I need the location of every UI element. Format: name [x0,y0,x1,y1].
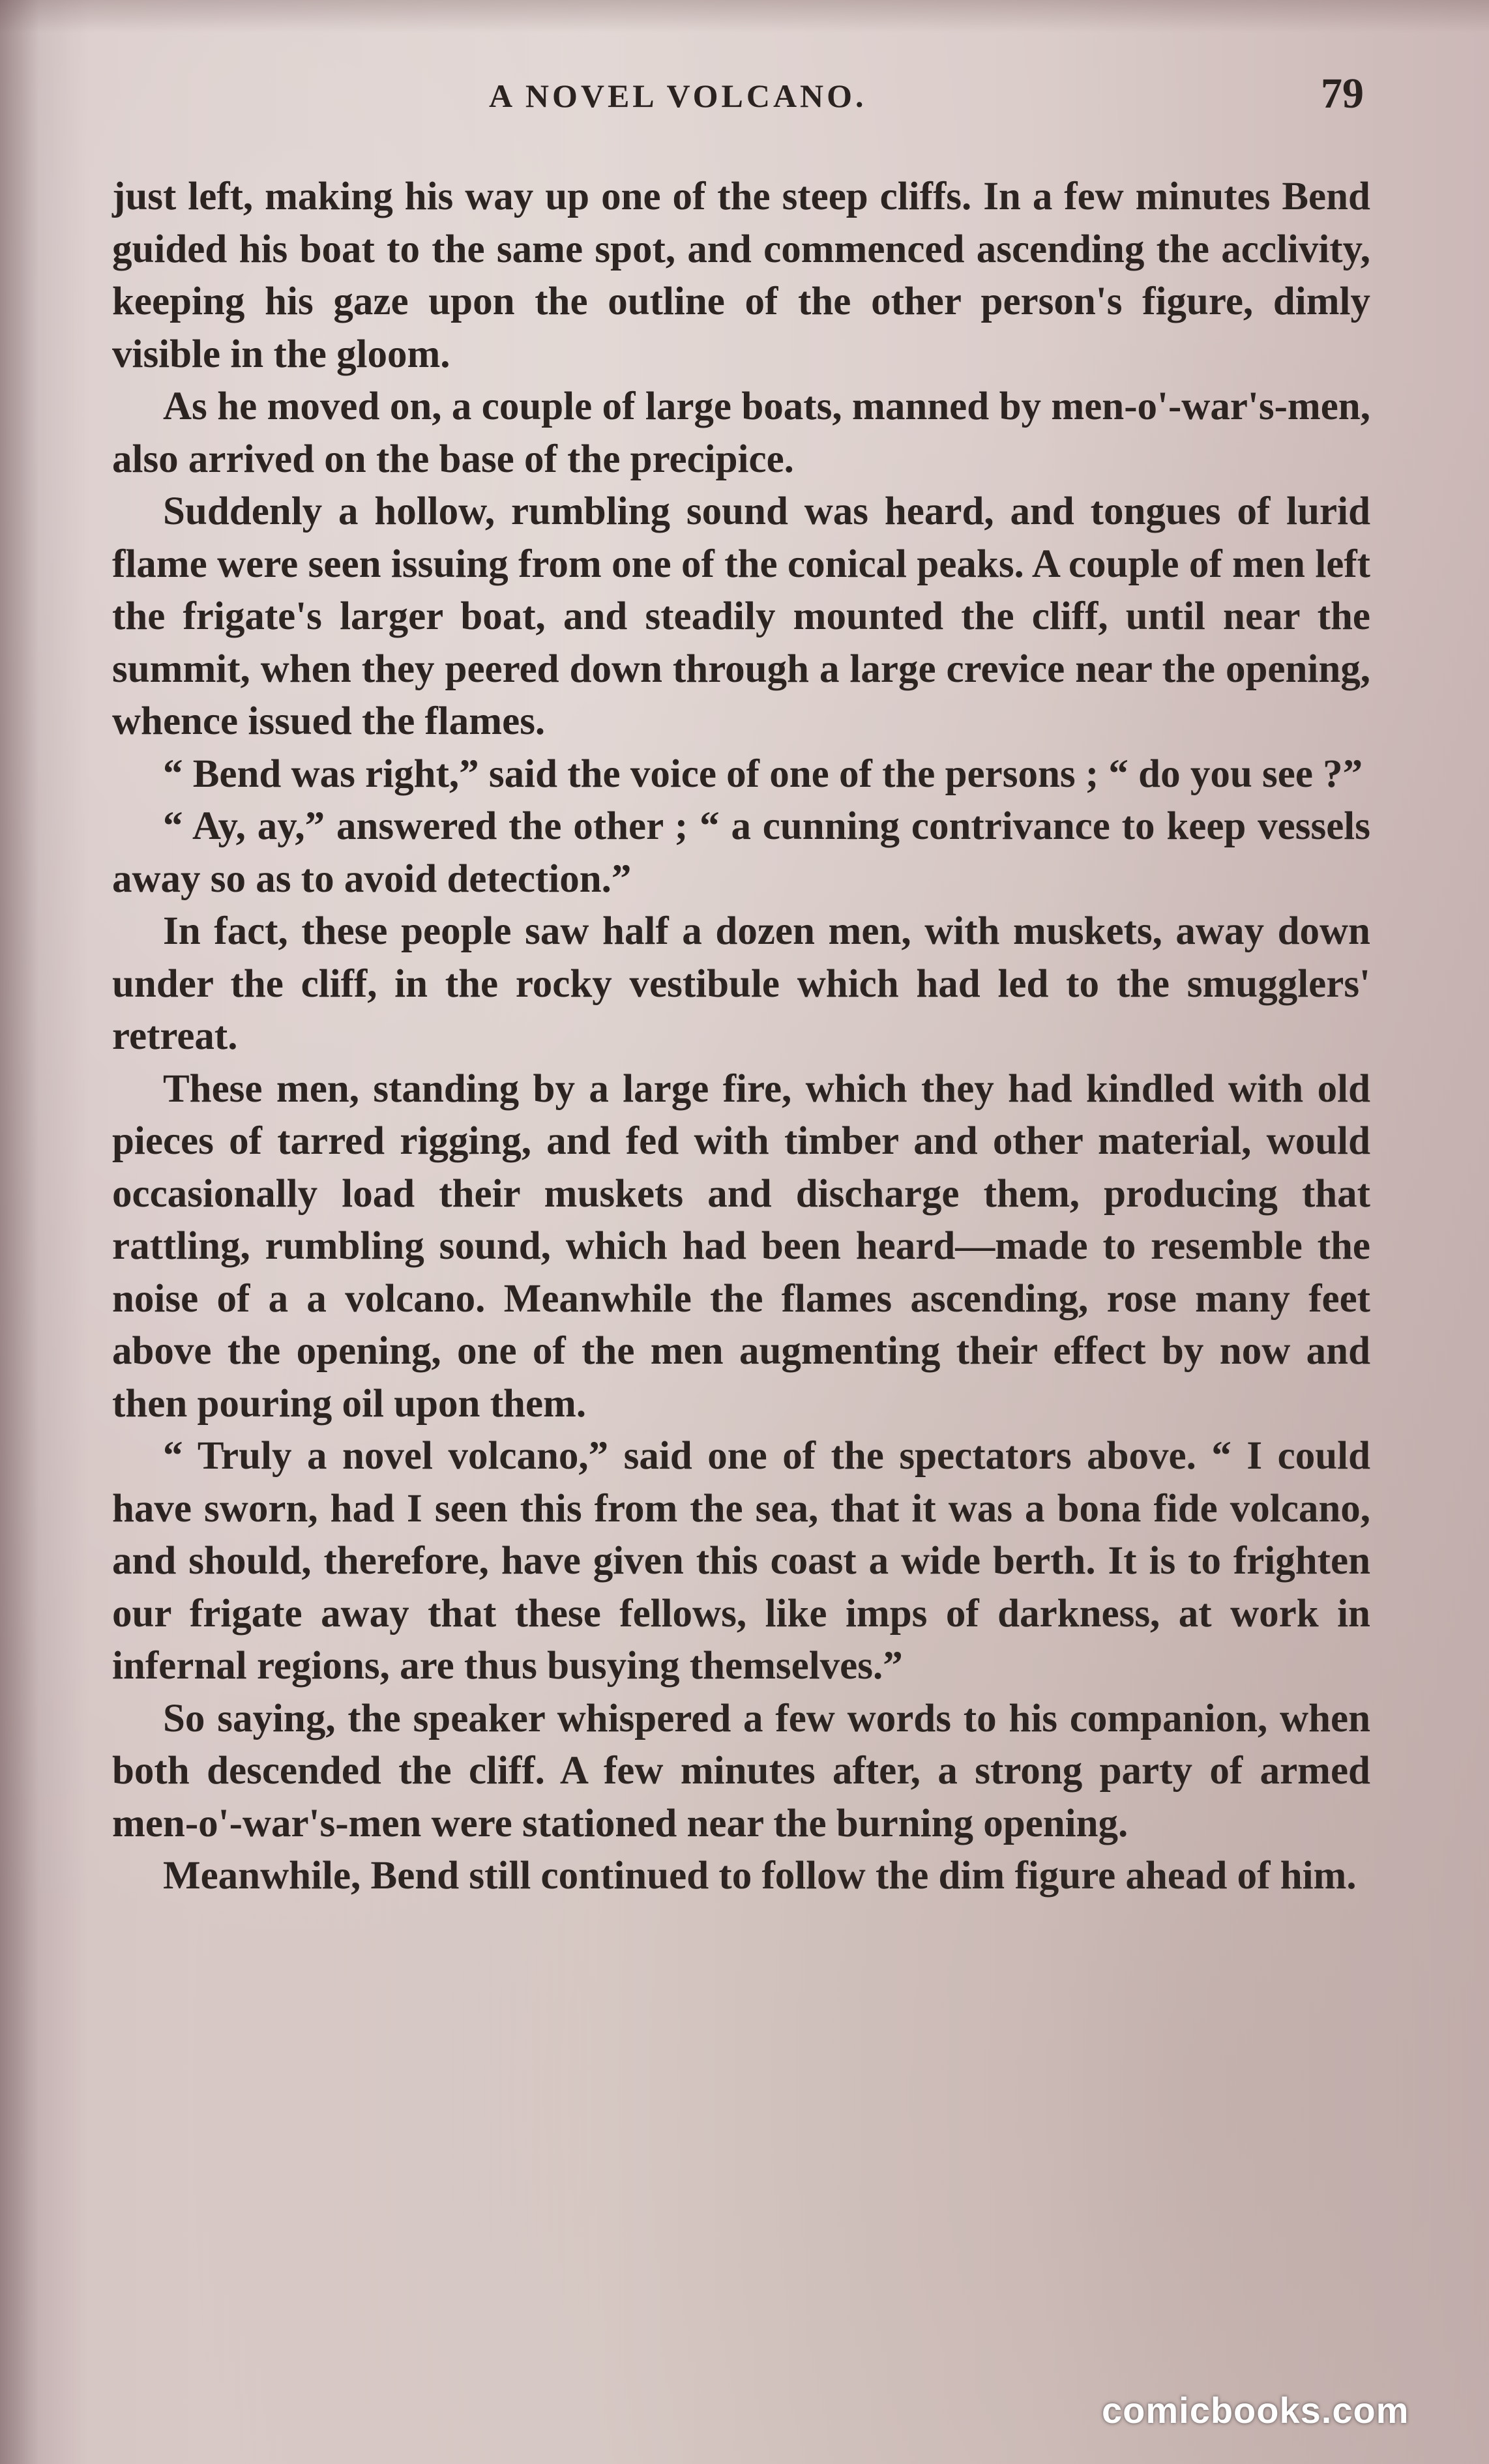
paragraph: These men, standing by a large fire, which they had kindled with old pieces of tarred rigging, and fed with timber and other material, would occasionally load their muskets and discharge them, producing that rattling, rumbling sound, which had been heard—made to resemble the noise of a a volcano. Meanwhile the flames ascending, rose many feet above the opening, one of the men augmenting their effect by now and then pouring oil upon them. [112,1066,1370,1426]
paragraph: just left, making his way up one of the steep cliffs. In a few minutes Bend guided his boat to the same spot, and commenced ascending the acclivity, keeping his gaze upon the outline of the other person's figure, dimly visible in the gloom. [112,175,1370,376]
page-top-shadow [0,0,1489,33]
paragraph: “ Ay, ay,” answered the other ; “ a cunning contrivance to keep vessels away so as to avoid detection.” [112,804,1370,901]
paragraph: As he moved on, a couple of large boats, manned by men-o'-war's-men, also arrived on the base of the precipice. [112,385,1370,481]
page-edge-shadow [0,0,39,2464]
paragraph: So saying, the speaker whispered a few words to his companion, when both descended the cliff. A few minutes after, a strong party of armed men-o'-war's-men were stationed near the burning opening. [112,1696,1370,1845]
paragraph: Suddenly a hollow, rumbling sound was heard, and tongues of lurid flame were seen issuing from one of the conical peaks. A couple of men left the frigate's larger boat, and steadily mounted the cliff, until near the summit, when they peered down through a large crevice near the opening, whence issued the flames. [112,490,1370,743]
running-head [0,70,1489,117]
paragraph: “ Bend was right,” said the voice of one of the persons ; “ do you see ?” [163,752,1363,796]
paragraph: Meanwhile, Bend still continued to follow the dim figure ahead of him. [163,1854,1357,1898]
paragraph: In fact, these people saw half a dozen men, with muskets, away down under the cliff, in the rocky vestibule which had led to the smugglers' retreat. [112,909,1370,1058]
watermark: comicbooks.com [1102,2390,1409,2431]
body-text [112,171,1370,1903]
chapter-title: A NOVEL VOLCANO. [489,78,867,114]
page-number: 79 [1321,70,1364,117]
paragraph: “ Truly a novel volcano,” said one of the spectators above. “ I could have sworn, had I seen this from the sea, that it was a bona fide volcano, and should, therefore, have given this coast a wide berth. It is to frighten our frigate away that these fellows, like imps of darkness, at work in infernal regions, are thus busying themselves.” [112,1434,1370,1688]
